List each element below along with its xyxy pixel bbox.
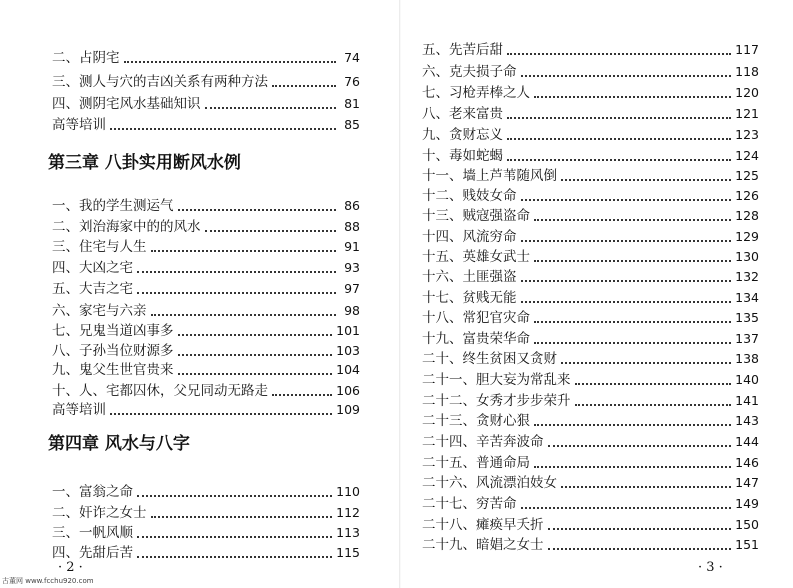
dot-leader bbox=[575, 404, 732, 406]
toc-entry[interactable] bbox=[52, 504, 360, 522]
dot-leader bbox=[548, 528, 732, 530]
toc-entry-page: 112 bbox=[336, 505, 360, 520]
toc-entry[interactable] bbox=[422, 371, 759, 389]
toc-entry-page: 76 bbox=[344, 74, 360, 89]
toc-entry-title: 十、人、宅都囚休，父兄同动无路走 bbox=[52, 383, 268, 399]
toc-entry-page: 146 bbox=[735, 455, 759, 470]
toc-entry-title: 七、习枪弄棒之人 bbox=[422, 85, 530, 101]
toc-entry[interactable] bbox=[422, 495, 759, 513]
dot-leader bbox=[521, 301, 732, 303]
dot-leader bbox=[561, 486, 731, 488]
dot-leader bbox=[272, 394, 332, 396]
dot-leader bbox=[534, 342, 731, 344]
toc-entry-page: 106 bbox=[336, 383, 360, 398]
toc-entry[interactable] bbox=[422, 84, 759, 102]
dot-leader bbox=[205, 230, 337, 232]
dot-leader bbox=[507, 53, 731, 55]
toc-entry-title: 二十三、贪财心狠 bbox=[422, 413, 530, 429]
toc-entry-title: 一、富翁之命 bbox=[52, 484, 133, 500]
dot-leader bbox=[575, 383, 732, 385]
toc-entry[interactable] bbox=[422, 536, 759, 554]
dot-leader bbox=[110, 413, 332, 415]
toc-entry[interactable] bbox=[422, 268, 759, 286]
dot-leader bbox=[151, 314, 337, 316]
dot-leader bbox=[137, 556, 332, 558]
dot-leader bbox=[137, 536, 332, 538]
toc-entry-page: 147 bbox=[735, 475, 759, 490]
toc-entry-title: 二十四、辛苦奔波命 bbox=[422, 434, 544, 450]
dot-leader bbox=[110, 128, 336, 130]
toc-entry-page: 138 bbox=[735, 351, 759, 366]
toc-entry-title: 四、先甜后苦 bbox=[52, 545, 133, 561]
dot-leader bbox=[272, 85, 336, 87]
toc-entry[interactable] bbox=[52, 73, 360, 91]
toc-entry[interactable] bbox=[52, 361, 360, 379]
toc-entry[interactable] bbox=[422, 454, 759, 472]
toc-entry-page: 115 bbox=[336, 545, 360, 560]
toc-entry-title: 五、先苦后甜 bbox=[422, 42, 503, 58]
dot-leader bbox=[178, 334, 333, 336]
toc-entry-page: 140 bbox=[735, 372, 759, 387]
toc-entry-title: 十四、风流穷命 bbox=[422, 229, 517, 245]
toc-entry-title: 六、家宅与六亲 bbox=[52, 303, 147, 319]
watermark: 古董网 www.fcchu920.com bbox=[2, 577, 94, 585]
toc-entry-page: 109 bbox=[336, 402, 360, 417]
toc-entry[interactable] bbox=[422, 41, 759, 59]
toc-entry-page: 137 bbox=[735, 331, 759, 346]
toc-entry-page: 74 bbox=[344, 50, 360, 65]
toc-entry-title: 高等培训 bbox=[52, 402, 106, 418]
dot-leader bbox=[534, 321, 731, 323]
toc-entry[interactable] bbox=[422, 63, 759, 81]
toc-entry-title: 二十九、暗娼之女士 bbox=[422, 537, 544, 553]
dot-leader bbox=[205, 107, 337, 109]
chapter-heading: 第四章 风水与八字 bbox=[48, 434, 190, 454]
toc-entry-title: 二、占阴宅 bbox=[52, 50, 120, 66]
toc-entry-page: 143 bbox=[735, 413, 759, 428]
toc-entry[interactable] bbox=[422, 126, 759, 144]
dot-leader bbox=[521, 507, 732, 509]
dot-leader bbox=[137, 495, 332, 497]
dot-leader bbox=[561, 362, 731, 364]
page-number: · 2 · bbox=[58, 560, 83, 575]
toc-entry[interactable] bbox=[52, 259, 360, 277]
toc-entry[interactable] bbox=[422, 289, 759, 307]
dot-leader bbox=[151, 250, 337, 252]
toc-entry-title: 十八、常犯官灾命 bbox=[422, 310, 530, 326]
toc-entry[interactable] bbox=[422, 248, 759, 266]
toc-entry[interactable] bbox=[52, 342, 360, 360]
dot-leader bbox=[548, 548, 732, 550]
toc-entry[interactable] bbox=[422, 167, 759, 185]
toc-entry-title: 二十、终生贫困又贪财 bbox=[422, 351, 557, 367]
dot-leader bbox=[124, 61, 337, 63]
toc-entry[interactable] bbox=[422, 392, 759, 410]
toc-entry-page: 104 bbox=[336, 362, 360, 377]
toc-entry-title: 高等培训 bbox=[52, 117, 106, 133]
toc-entry[interactable] bbox=[422, 309, 759, 327]
dot-leader bbox=[178, 373, 333, 375]
dot-leader bbox=[507, 159, 731, 161]
toc-entry-page: 150 bbox=[735, 517, 759, 532]
toc-entry[interactable] bbox=[422, 187, 759, 205]
toc-entry[interactable] bbox=[52, 218, 360, 236]
dot-leader bbox=[151, 516, 333, 518]
toc-entry-page: 123 bbox=[735, 127, 759, 142]
page-number: · 3 · bbox=[698, 560, 723, 575]
toc-entry[interactable] bbox=[422, 228, 759, 246]
toc-entry-title: 三、一帆风顺 bbox=[52, 525, 133, 541]
toc-entry-page: 101 bbox=[336, 323, 360, 338]
toc-entry-page: 117 bbox=[735, 42, 759, 57]
toc-entry-page: 85 bbox=[344, 117, 360, 132]
toc-entry[interactable] bbox=[52, 280, 360, 298]
toc-entry-page: 128 bbox=[735, 208, 759, 223]
dot-leader bbox=[178, 209, 337, 211]
dot-leader bbox=[178, 354, 333, 356]
toc-entry-title: 十六、土匪强盗 bbox=[422, 269, 517, 285]
toc-entry-page: 129 bbox=[735, 229, 759, 244]
toc-entry[interactable] bbox=[422, 105, 759, 123]
dot-leader bbox=[534, 96, 731, 98]
toc-entry-title: 二、奸诈之女士 bbox=[52, 505, 147, 521]
toc-entry-page: 110 bbox=[336, 484, 360, 499]
toc-entry-title: 二、刘治海家中的的风水 bbox=[52, 219, 201, 235]
toc-entry-title: 十、毒如蛇蝎 bbox=[422, 148, 503, 164]
toc-entry[interactable] bbox=[52, 116, 360, 134]
dot-leader bbox=[521, 199, 732, 201]
toc-entry-title: 五、大吉之宅 bbox=[52, 281, 133, 297]
toc-entry-title: 四、测阴宅风水基础知识 bbox=[52, 96, 201, 112]
dot-leader bbox=[521, 280, 732, 282]
toc-entry-page: 132 bbox=[735, 269, 759, 284]
toc-entry-title: 八、老来富贵 bbox=[422, 106, 503, 122]
toc-entry-page: 151 bbox=[735, 537, 759, 552]
toc-entry-title: 十三、贼寇强盗命 bbox=[422, 208, 530, 224]
toc-entry-page: 118 bbox=[735, 64, 759, 79]
toc-entry-page: 121 bbox=[735, 106, 759, 121]
toc-entry-page: 124 bbox=[735, 148, 759, 163]
toc-entry-title: 十一、墙上芦苇随风倒 bbox=[422, 168, 557, 184]
toc-entry[interactable] bbox=[422, 433, 759, 451]
toc-entry-title: 八、子孙当位财源多 bbox=[52, 343, 174, 359]
toc-entry-page: 120 bbox=[735, 85, 759, 100]
toc-entry-page: 88 bbox=[344, 219, 360, 234]
toc-entry-page: 149 bbox=[735, 496, 759, 511]
dot-leader bbox=[534, 424, 731, 426]
toc-entry[interactable] bbox=[422, 516, 759, 534]
toc-entry[interactable] bbox=[422, 330, 759, 348]
toc-entry[interactable] bbox=[52, 302, 360, 320]
dot-leader bbox=[507, 138, 731, 140]
toc-entry[interactable] bbox=[52, 401, 360, 419]
toc-entry-title: 十五、英雄女武士 bbox=[422, 249, 530, 265]
toc-entry[interactable] bbox=[52, 524, 360, 542]
right-page bbox=[400, 0, 793, 588]
toc-entry-title: 十九、富贵荣华命 bbox=[422, 331, 530, 347]
toc-entry[interactable] bbox=[422, 350, 759, 368]
toc-entry[interactable] bbox=[52, 238, 360, 256]
toc-entry-title: 四、大凶之宅 bbox=[52, 260, 133, 276]
toc-entry-title: 二十五、普通命局 bbox=[422, 455, 530, 471]
toc-entry-title: 二十一、胆大妄为常乱来 bbox=[422, 372, 571, 388]
toc-entry-page: 86 bbox=[344, 198, 360, 213]
dot-leader bbox=[561, 179, 731, 181]
chapter-heading: 第三章 八卦实用断风水例 bbox=[48, 153, 241, 173]
toc-entry-page: 81 bbox=[344, 96, 360, 111]
toc-entry-page: 144 bbox=[735, 434, 759, 449]
toc-entry[interactable] bbox=[52, 322, 360, 340]
toc-entry[interactable] bbox=[52, 382, 360, 400]
dot-leader bbox=[521, 240, 732, 242]
toc-entry-title: 七、兄鬼当道凶事多 bbox=[52, 323, 174, 339]
dot-leader bbox=[137, 271, 336, 273]
toc-entry-title: 二十八、瘫痪早夭折 bbox=[422, 517, 544, 533]
dot-leader bbox=[507, 117, 731, 119]
toc-entry-title: 九、贪财忘义 bbox=[422, 127, 503, 143]
toc-entry[interactable] bbox=[52, 95, 360, 113]
dot-leader bbox=[521, 75, 732, 77]
toc-entry-title: 三、住宅与人生 bbox=[52, 239, 147, 255]
toc-entry-page: 134 bbox=[735, 290, 759, 305]
toc-entry-page: 98 bbox=[344, 303, 360, 318]
toc-entry-title: 十七、贫贱无能 bbox=[422, 290, 517, 306]
toc-entry[interactable] bbox=[422, 207, 759, 225]
toc-entry-title: 二十七、穷苦命 bbox=[422, 496, 517, 512]
toc-entry[interactable] bbox=[422, 474, 759, 492]
toc-entry[interactable] bbox=[52, 49, 360, 67]
dot-leader bbox=[534, 466, 731, 468]
toc-entry-title: 二十二、女秀才步步荣升 bbox=[422, 393, 571, 409]
toc-entry-title: 六、克夫损子命 bbox=[422, 64, 517, 80]
toc-entry-page: 93 bbox=[344, 260, 360, 275]
dot-leader bbox=[534, 219, 731, 221]
dot-leader bbox=[137, 292, 336, 294]
toc-entry[interactable] bbox=[52, 197, 360, 215]
toc-entry-page: 130 bbox=[735, 249, 759, 264]
dot-leader bbox=[548, 445, 732, 447]
toc-entry-page: 103 bbox=[336, 343, 360, 358]
toc-entry-page: 141 bbox=[735, 393, 759, 408]
toc-entry-page: 97 bbox=[344, 281, 360, 296]
toc-entry[interactable] bbox=[422, 147, 759, 165]
toc-entry[interactable] bbox=[52, 483, 360, 501]
toc-entry-page: 113 bbox=[336, 525, 360, 540]
toc-entry-title: 二十六、风流漂泊妓女 bbox=[422, 475, 557, 491]
toc-entry[interactable] bbox=[422, 412, 759, 430]
toc-entry-title: 九、鬼父生世官贵来 bbox=[52, 362, 174, 378]
toc-entry-page: 91 bbox=[344, 239, 360, 254]
toc-entry-page: 135 bbox=[735, 310, 759, 325]
toc-entry-page: 125 bbox=[735, 168, 759, 183]
toc-entry[interactable] bbox=[52, 544, 360, 562]
toc-entry-page: 126 bbox=[735, 188, 759, 203]
toc-entry-title: 十二、贱妓女命 bbox=[422, 188, 517, 204]
toc-entry-title: 一、我的学生测运气 bbox=[52, 198, 174, 214]
toc-entry-title: 三、测人与穴的吉凶关系有两种方法 bbox=[52, 74, 268, 90]
dot-leader bbox=[534, 260, 731, 262]
